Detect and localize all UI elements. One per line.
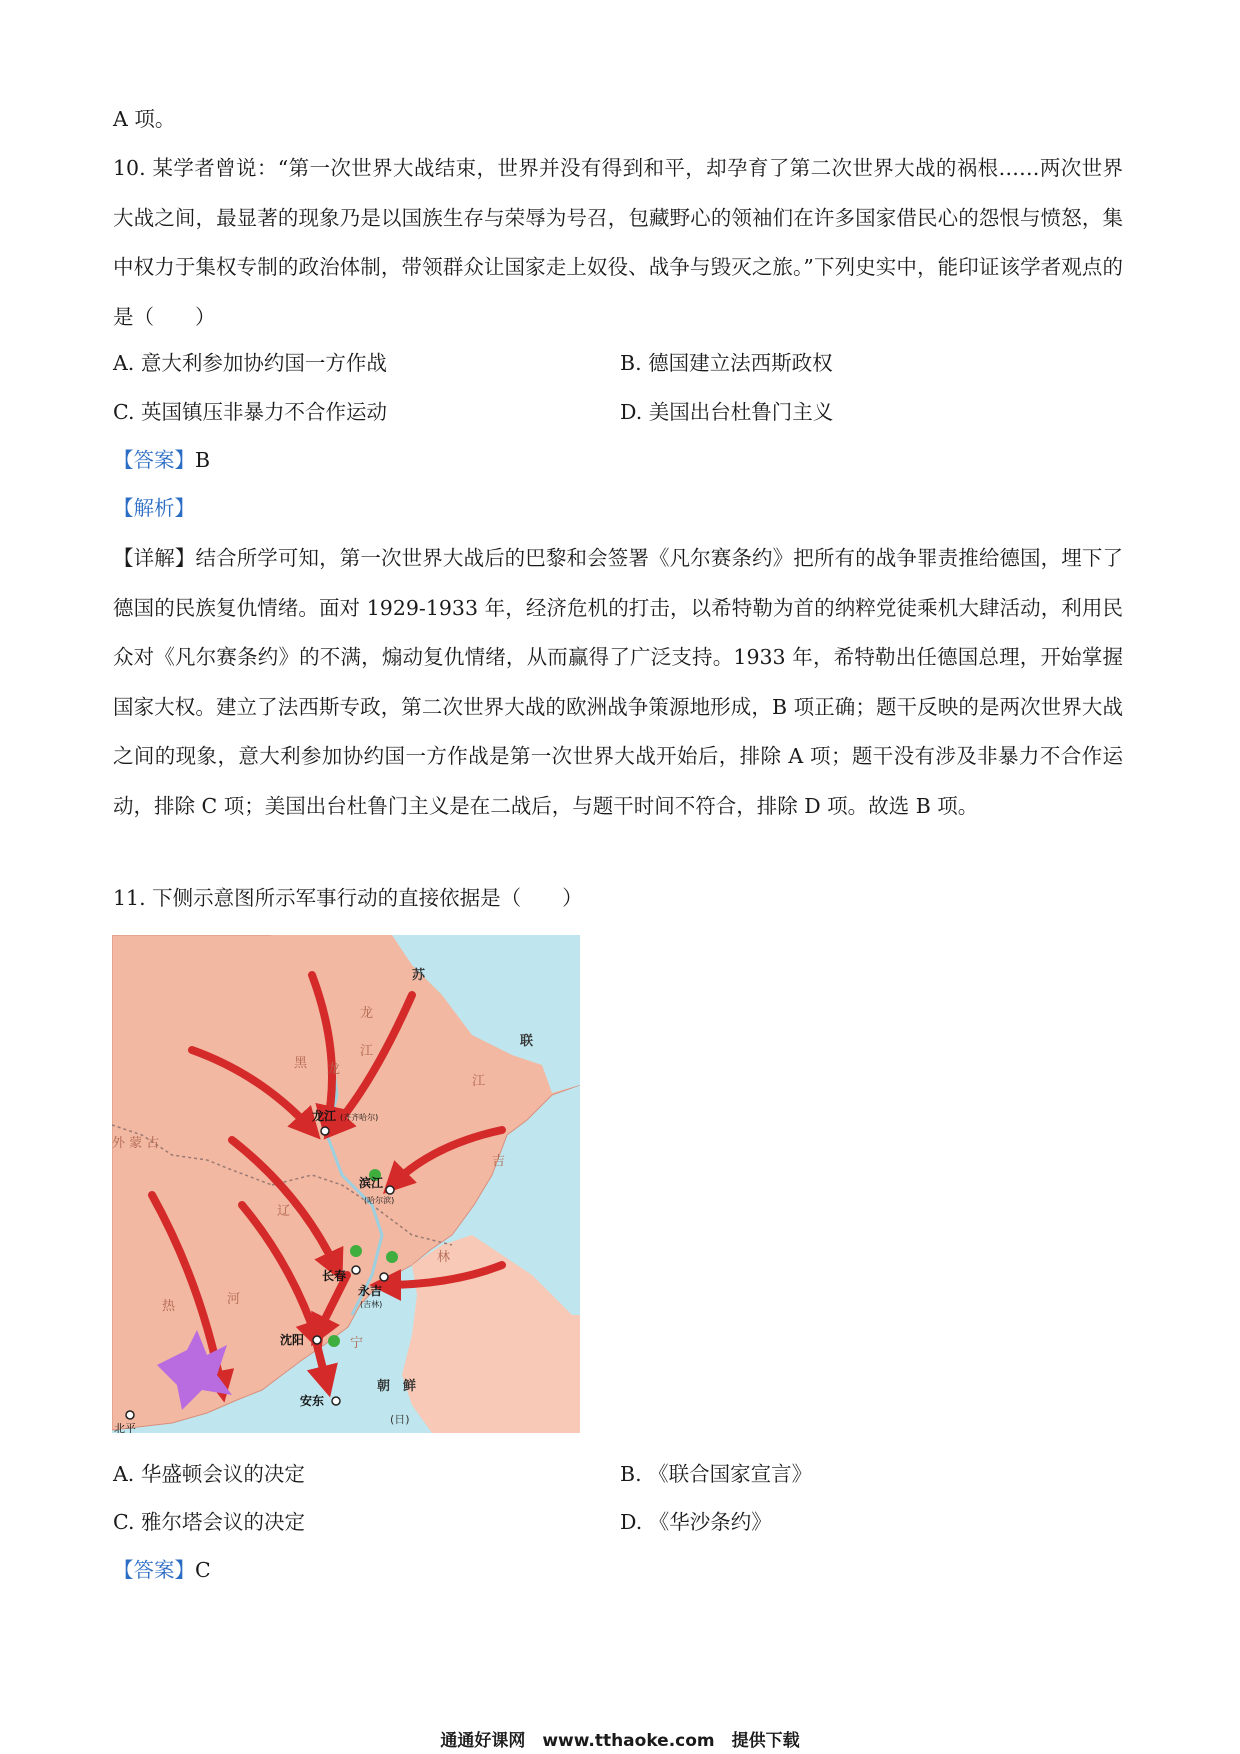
q10-option-b: B. 德国建立法西斯政权 (620, 351, 833, 375)
label-liao: 辽 (277, 1204, 291, 1219)
label-re: 热 (162, 1299, 176, 1314)
city-marker-binjiang (386, 1186, 394, 1194)
q11-option-a: A. 华盛顿会议的决定 (113, 1462, 305, 1486)
label-he: 河 (227, 1292, 241, 1307)
label-lian: 联 (520, 1034, 534, 1049)
city-shenyang: 沈阳 (280, 1333, 305, 1347)
city-marker-beiping (126, 1411, 134, 1419)
q11-answer (113, 1555, 211, 1585)
q11-option-b: B. 《联合国家宣言》 (620, 1462, 813, 1486)
q10-option-a: A. 意大利参加协约国一方作战 (113, 351, 387, 375)
label-ri: (日) (390, 1413, 410, 1426)
parachute-icon (386, 1251, 398, 1263)
city-marker-andong (332, 1397, 340, 1405)
label-chaoxian: 朝 鲜 (377, 1379, 417, 1394)
q11-option-c: C. 雅尔塔会议的决定 (113, 1510, 305, 1534)
city-andong: 安东 (300, 1394, 325, 1408)
page-footer: 通通好课网 www.tthaoke.com 提供下载 (440, 1731, 800, 1751)
label-hei: 黑 (294, 1056, 308, 1071)
city-marker-longjiang (321, 1127, 329, 1135)
detail-tag: 【详解】 (113, 546, 196, 570)
q10-option-c: C. 英国镇压非暴力不合作运动 (113, 400, 387, 424)
city-yongji-sub: (吉林) (360, 1300, 383, 1309)
city-marker-yongji (380, 1273, 388, 1281)
label-ning: 宁 (350, 1336, 364, 1351)
parachute-icon (328, 1335, 340, 1347)
northeast-military-map (112, 935, 580, 1433)
city-binjiang-sub: (哈尔滨) (364, 1196, 395, 1205)
q10-detail (113, 534, 1123, 831)
label-jiang1: 江 (360, 1044, 374, 1059)
previous-answer-tail: A 项。 (113, 107, 176, 131)
answer-value: B (195, 448, 211, 472)
q10-option-d: D. 美国出台杜鲁门主义 (620, 400, 834, 424)
city-longjiang-sub: (齐齐哈尔) (340, 1113, 379, 1122)
q11-option-d: D. 《华沙条约》 (620, 1510, 772, 1534)
parachute-icon (350, 1245, 362, 1257)
label-jiang2: 江 (472, 1074, 486, 1089)
question-10-stem: 10. 某学者曾说：“第一次世界大战结束，世界并没有得到和平，却孕育了第二次世界大战的祸根……两次世界大战之间，最显著的现象乃是以国族生存与荣辱为号召，包藏野心的领袖们在许多国家借民心的怨恨与愤怒，集中权力于集权专制的政治体制，带领群众让国家走上奴役、战争与毁灭之旅。”下列史实中，能印证该学者观点的是（ ） (113, 156, 1123, 329)
label-waimenggu: 外 蒙 古 (112, 1136, 160, 1151)
q10-answer (113, 445, 210, 475)
label-lin: 林 (437, 1250, 451, 1265)
question-11-stem: 11. 下侧示意图所示军事行动的直接依据是（ ） (113, 886, 583, 910)
answer-tag: 【答案】 (113, 448, 195, 472)
city-changchun: 长春 (322, 1269, 347, 1283)
detail-text: 结合所学可知，第一次世界大战后的巴黎和会签署《凡尔赛条约》把所有的战争罪责推给德国，埋下了德国的民族复仇情绪。面对 1929-1933 年，经济危机的打击，以希特勒为首的纳粹党徒乘机大肆活动，利用民众对《凡尔赛条约》的不满，煽动复仇情绪，从而赢得了广泛支持。1933 年，希特勒出任德国总理，开始掌握国家大权。建立了法西斯专政，第二次世界大战的欧洲战争策源地形成，B 项正确；题干反映的是两次世界大战之间的现象，意大利参加协约国一方作战是第一次世界大战开始后，排除 A 项；题干没有涉及非暴力不合作运动，排除 C 项；美国出台杜鲁门主义是在二战后，与题干时间不符合，排除 D 项。故选 B 项。 (113, 546, 1124, 818)
city-marker-changchun (352, 1266, 360, 1274)
answer-value: C (195, 1558, 211, 1582)
city-binjiang: 滨江 (359, 1176, 384, 1190)
label-long2: 龙 (360, 1006, 374, 1021)
q10-analysis-tag: 【解析】 (113, 496, 195, 520)
city-yongji: 永吉 (358, 1284, 383, 1298)
city-beiping: 北平 (114, 1422, 136, 1433)
city-longjiang: 龙江 (312, 1109, 337, 1123)
label-su: 苏 (412, 968, 426, 983)
label-ji: 吉 (492, 1154, 506, 1169)
answer-tag: 【答案】 (113, 1558, 195, 1582)
label-long: 龙 (327, 1062, 341, 1077)
city-marker-shenyang (313, 1336, 321, 1344)
